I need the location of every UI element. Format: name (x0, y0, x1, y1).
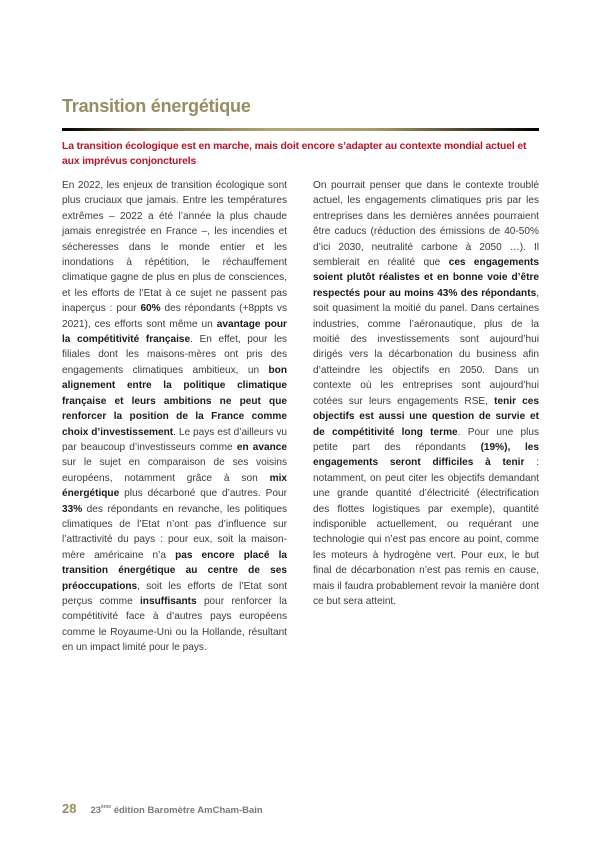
emphasis-text: mix énergétique (62, 472, 287, 500)
body-text: plus décarboné que d’autres. Pour (119, 488, 287, 500)
body-text: des répondants en revanche, les politiques climatiques de l’Etat n’ont pas d’influence sur l’attractivité du pays : pour eux, soit la maison-mère américaine n’a (62, 503, 287, 561)
emphasis-text: tenir ces objectifs est aussi une question de survie et de compétitivité long terme (313, 395, 539, 438)
body-text: pour renforcer la compétitivité face à d’autres pays européens comme le Royaume-Uni ou la Hollande, résultant en un impact limité pour le pays. (62, 595, 287, 654)
right-column-text (313, 178, 539, 609)
body-text: , soit les efforts de l’Etat sont perçus comme (62, 580, 287, 607)
emphasis-text: en avance (236, 441, 287, 453)
publication-title (90, 804, 262, 816)
edition-number: 23 (90, 805, 102, 816)
emphasis-text: bon alignement entre la politique climatique française et leurs ambitions ne peut que renforcer la position de la France comme choix d’investissement (62, 364, 287, 438)
emphasis-text: pas encore placé la transition énergétique au centre de ses préoccupations (62, 549, 288, 592)
emphasis-text: avantage pour la compétitivité française (62, 318, 287, 346)
publication-name: édition Baromètre AmCham-Bain (111, 805, 263, 816)
body-text: : notamment, on peut citer les objectifs demandant une grande quantité d’électricité (électrification des flottes logistiques par exemple), quantité indisponible actuellement, ou requérant une technologie qui n’est pas encore au point, comme les moteurs à hydrogène vert. Pour eux, le but final de décarbonation n’est pas remis en cause, mais il faudra probablement revoir la manière dont ce but sera atteint. (313, 457, 539, 607)
left-column-text (62, 178, 287, 656)
body-text: des répondants (+8ppts vs 2021), ces efforts sont même un (62, 303, 288, 330)
title-divider (62, 128, 539, 131)
body-text: . Le pays est d’ailleurs vu par beaucoup d’investisseurs comme (62, 426, 287, 453)
left-paragraph (62, 178, 287, 656)
body-text: . Pour une plus petite part des répondants (313, 426, 539, 453)
right-paragraph (313, 178, 539, 609)
section-subtitle: La transition écologique est en marche, mais doit encore s’adapter au contexte mondial actuel et aux imprévus conjoncturels (62, 141, 527, 167)
emphasis-text: 33% (62, 503, 83, 515)
emphasis-text: ces engagements soient plutôt réalistes et en bonne voie d’être respectés pour au moins 43% des répondants (313, 257, 540, 299)
emphasis-text: 60% (140, 303, 161, 315)
page-number: 28 (62, 801, 77, 816)
emphasis-text: insuffisants (139, 595, 197, 607)
emphasis-text: (19%), les engagements seront difficiles à tenir (313, 441, 539, 469)
body-text: En 2022, les enjeux de transition écologique sont plus cruciaux que jamais. Entre les températures extrêmes – 2022 a été l’année la plus chaude jamais enregistrée en France –, les incendies et sécheresses dans le monde entier et les inondations à répétition, le réchauffement climatique gagne de plus en plus de consciences, et les efforts de l’Etat à ce sujet ne passent pas inaperçus : pour (62, 180, 287, 315)
page-title: Transition énergétique (62, 96, 251, 116)
edition-suffix: ème (101, 804, 112, 810)
body-text: sur le sujet en comparaison de ses voisins européens, notamment grâce à son (62, 457, 287, 484)
body-text: . En effet, pour les filiales dont les maisons-mères ont pris des engagements climatiques ambitieux, un (62, 334, 287, 376)
page-footer (62, 801, 263, 816)
body-text: On pourrait penser que dans le contexte troublé actuel, les engagements climatiques pris par les entreprises dans les dernières années pourraient être caducs (réduction des émissions de 40-50% d’ici 2030, neutralité carbone à 2050 …). Il semblerait en réalité que (313, 180, 539, 269)
body-text: , soit quasiment la moitié du panel. Dans certaines industries, comme l’aéronautique, plus de la moitié des investissements sont aujourd’hui dirigés vers la décarbonation du business afin d’atteindre les objectifs en 2050. Dans un contexte où les entreprises sont aujourd’hui cotées sur leurs engagements RSE, (313, 287, 539, 407)
